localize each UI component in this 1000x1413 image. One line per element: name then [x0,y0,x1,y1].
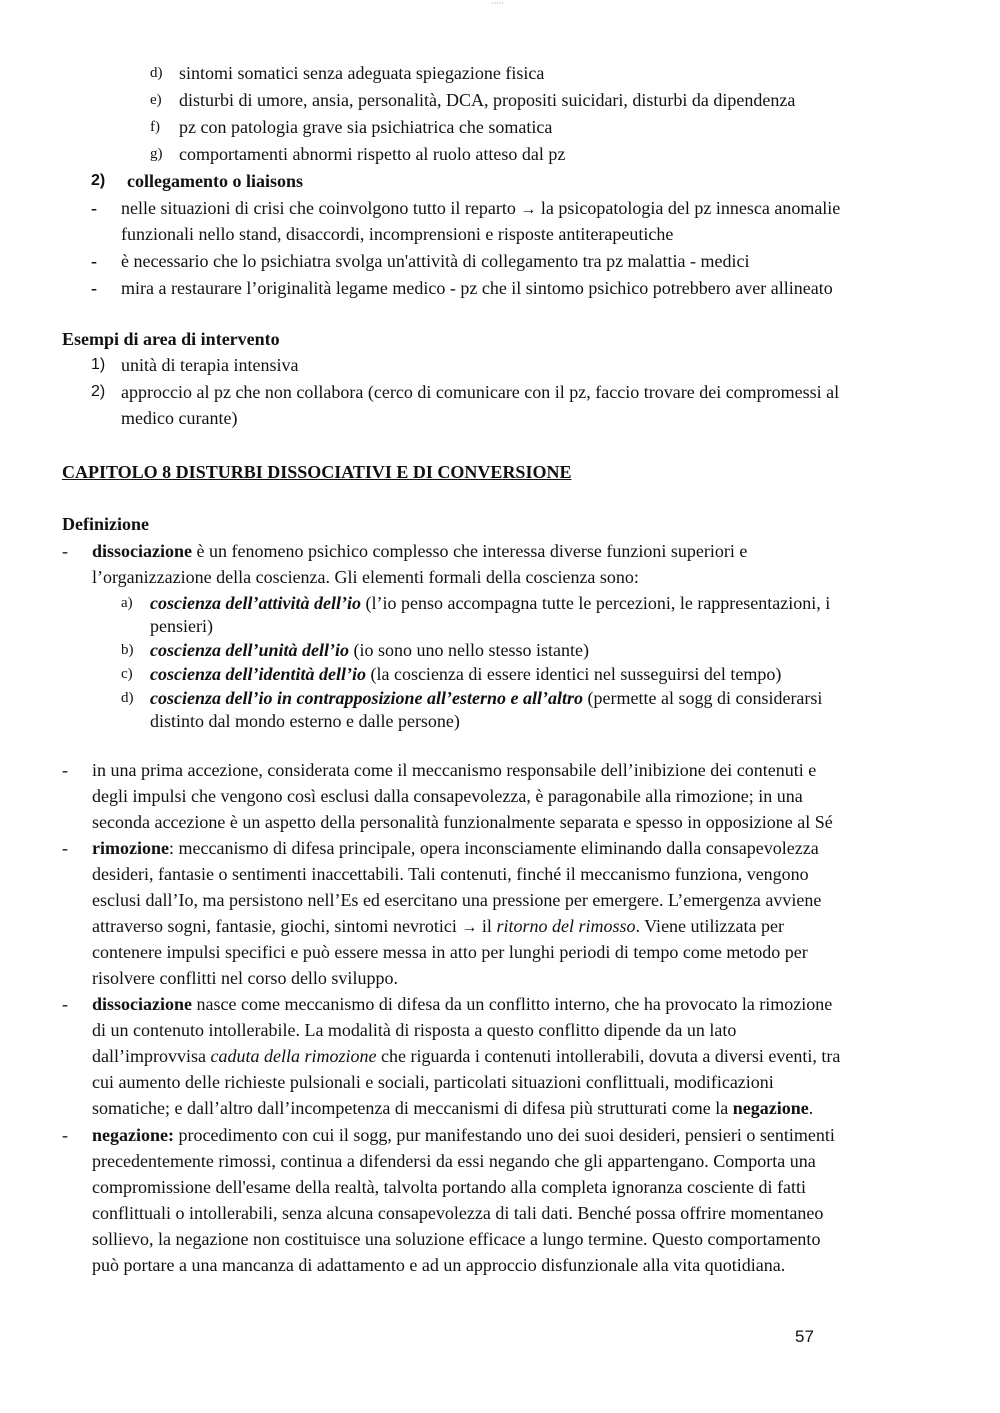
arrow-icon: → [461,919,478,936]
bullet-text: nelle situazioni di crisi che coinvolgono tutto il reparto → la psicopatologia del pz innesca anomalie [121,198,841,218]
list-item: unità di terapia intensiva [121,355,299,375]
paragraph-line: dissociazione nasce come meccanismo di difesa da un conflitto interno, che ha provocato la rimozione [92,994,833,1014]
paragraph-line: cui aumento delle richieste pulsionali e sociali, particolati situazioni conflittuali, modificazioni [92,1072,774,1092]
bullet-text: mira a restaurare l’originalità legame medico - pz che il sintomo psichico potrebbero aver allineato [121,278,833,298]
list-item: disturbi di umore, ansia, personalità, DCA, propositi suicidari, disturbi da dipendenza [179,90,796,110]
bullet-text: funzionali nello stand, disaccordi, incomprensioni e risposte antiterapeutiche [121,224,674,244]
paragraph-line: può portare a una mancanza di adattamento e ad un approccio disfunzionale alla vita quotidiana. [92,1255,786,1275]
paragraph-line: somatiche; e dall’altro dall’incompetenza di meccanismi di difesa più strutturati come la negazione. [92,1098,814,1118]
arrow-icon: → [520,201,537,218]
section-heading: Definizione [62,514,149,534]
section-heading: Esempi di area di intervento [62,329,280,349]
list-item: coscienza dell’attività dell’io (l’io penso accompagna tutte le percezioni, le rappresentazioni, i [150,593,831,613]
paragraph-line: di un contenuto intollerabile. La modalità di risposta a questo conflitto dipende da un lato [92,1020,737,1040]
bullet-dash: - [62,541,68,561]
list-item: coscienza dell’unità dell’io (io sono uno nello stesso istante) [150,640,589,660]
list-item: coscienza dell’io in contrapposizione all’esterno e all’altro (permette al sogg di considerarsi [150,688,823,708]
paragraph-line: desideri, fantasie o sentimenti inaccettabili. Tali contenuti, finché il meccanismo funziona, vengono [92,864,809,884]
paragraph-line: esclusi dall’Io, ma persistono nell’Es ed esercitano una pressione per emergere. L’emergenza avviene [92,890,822,910]
bullet-dash: - [91,251,97,271]
bullet-dash: - [62,994,68,1014]
list-item: pz con patologia grave sia psichiatrica che somatica [179,117,553,137]
list-marker: c) [121,666,133,682]
paragraph-line: seconda accezione è un aspetto della personalità funzionalmente separata e spesso in opposizione al Sé [92,812,833,832]
bullet-dash: - [62,838,68,858]
bullet-dash: - [91,198,97,218]
list-item: pensieri) [150,616,213,636]
bullet-dash: - [62,760,68,780]
paragraph-line: precedentemente rimossi, continua a difendersi da essi negando che gli appartengano. Comporta una [92,1151,816,1171]
list-marker: b) [121,642,134,658]
list-item: distinto dal mondo esterno e dalle persone) [150,711,460,731]
list-item: medico curante) [121,408,238,428]
paragraph-line: dall’improvvisa caduta della rimozione che riguarda i contenuti intollerabili, dovuta a diversi eventi, tra [92,1046,841,1066]
bullet-dash: - [62,1125,68,1145]
paragraph-line: attraverso sogni, fantasie, giochi, sintomi nevrotici → il ritorno del rimosso. Viene utilizzata per [92,916,784,936]
list-marker: 1) [91,356,106,373]
section-number: 2) [91,172,106,189]
paragraph-line: dissociazione è un fenomeno psichico complesso che interessa diverse funzioni superiori e [92,541,748,561]
paragraph-line: l’organizzazione della coscienza. Gli elementi formali della coscienza sono: [92,567,639,587]
list-marker: 2) [91,383,106,400]
paragraph-line: compromissione dell'esame della realtà, talvolta portando alla completa ignoranza cosciente di fatti [92,1177,806,1197]
chapter-title: CAPITOLO 8 DISTURBI DISSOCIATIVI E DI CONVERSIONE [62,462,572,482]
bullet-dash: - [91,278,97,298]
paragraph-line: in una prima accezione, considerata come il meccanismo responsabile dell’inibizione dei contenuti e [92,760,817,780]
list-item: sintomi somatici senza adeguata spiegazione fisica [179,63,545,83]
list-marker: g) [150,146,163,162]
list-marker: d) [121,690,134,706]
list-marker: e) [150,92,162,108]
paragraph-line: contenere impulsi specifici e può essere messa in atto per lunghi periodi di tempo come metodo per [92,942,808,962]
section-heading: collegamento o liaisons [127,171,303,191]
bullet-text: è necessario che lo psichiatra svolga un'attività di collegamento tra pz malattia - medici [121,251,750,271]
list-item: comportamenti abnormi rispetto al ruolo atteso dal pz [179,144,566,164]
list-marker: f) [150,119,160,135]
paragraph-line: rimozione: meccanismo di difesa principale, opera inconsciamente eliminando dalla consapevolezza [92,838,819,858]
list-marker: d) [150,65,163,81]
header-mark: • • • • • [492,0,504,5]
list-item: coscienza dell’identità dell’io (la coscienza di essere identici nel susseguirsi del tempo) [150,664,782,684]
paragraph-line: conflittuali o intollerabili, senza alcuna consapevolezza di tali dati. Benché possa offrire momentaneo [92,1203,824,1223]
paragraph-line: negazione: procedimento con cui il sogg, pur manifestando uno dei suoi desideri, pensieri o sentimenti [92,1125,835,1145]
page-number: 57 [795,1327,814,1346]
paragraph-line: risolvere conflitti nel corso dello sviluppo. [92,968,398,988]
list-marker: a) [121,595,133,611]
paragraph-line: sollievo, la negazione non costituisce una soluzione efficace a lungo termine. Questo comportamento [92,1229,821,1249]
list-item: approccio al pz che non collabora (cerco di comunicare con il pz, faccio trovare dei compromessi al [121,382,840,402]
paragraph-line: degli impulsi che vengono così esclusi dalla consapevolezza, è paragonabile alla rimozione; in una [92,786,803,806]
